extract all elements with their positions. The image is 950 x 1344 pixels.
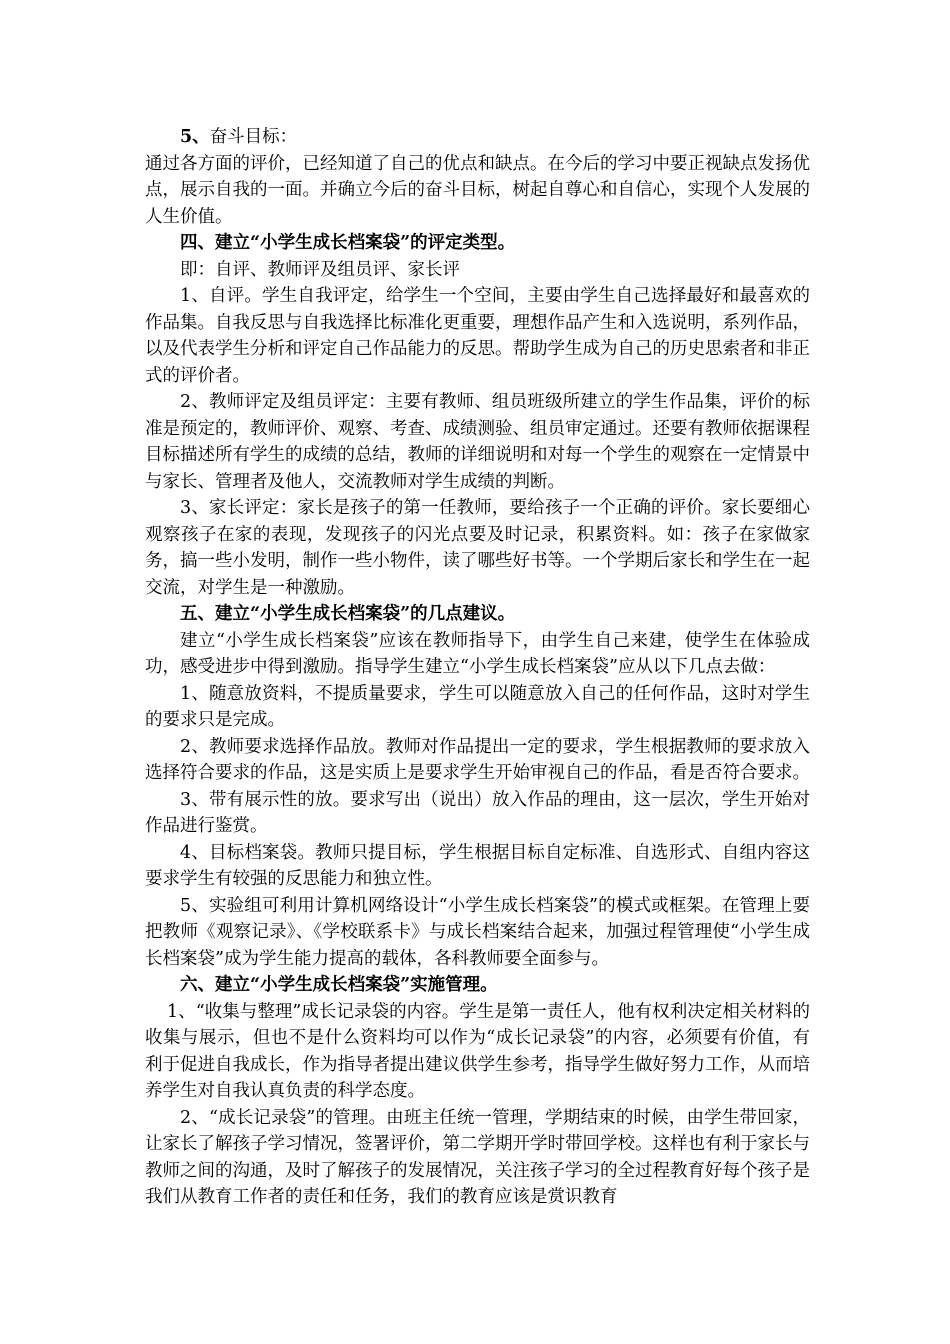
- para-4-3: 3、家长评定：家长是孩子的第一任教师，要给孩子一个正确的评价。家长要细心观察孩子在家的表现，发现孩子的闪光点要及时记录，积累资料。如：孩子在家做家务，搞一些小发明，制作一些小物件，读了哪些好书等。一个学期后家长和学生在一起交流，对学生是一种激励。: [145, 498, 810, 598]
- section-5-body: 通过各方面的评价，已经知道了自己的优点和缺点。在今后的学习中要正视缺点发扬优点，展示自我的一面。并确立今后的奋斗目标，树起自尊心和自信心，实现个人发展的人生价值。: [145, 153, 810, 227]
- para-5-5: 5、实验组可利用计算机网络设计“小学生成长档案袋”的模式或框架。在管理上要把教师《观察记录》、《学校联系卡》与成长档案结合起来，加强过程管理使“小学生成长档案袋”成为学生能力提高的载体，各科教师要全面参与。: [145, 895, 810, 969]
- document-page: [145, 124, 810, 1211]
- para-4-2: 2、教师评定及组员评定：主要有教师、组员班级所建立的学生作品集，评价的标准是预定的，教师评价、观察、考查、成绩测验、组员审定通过。还要有教师依据课程目标描述所有学生的成绩的总结，教师的详细说明和对每一个学生的观察在一定情景中与家长、管理者及他人，交流教师对学生成绩的判断。: [145, 392, 810, 492]
- para-5-3: 3、带有展示性的放。要求写出（说出）放入作品的理由，这一层次，学生开始对作品进行鉴赏。: [145, 789, 810, 836]
- para-5-4: 4、目标档案袋。教师只提目标，学生根据目标自定标准、自选形式、自组内容这要求学生有较强的反思能力和独立性。: [145, 842, 810, 889]
- section-5-title: 奋斗目标：: [209, 127, 298, 147]
- heading-4: 四、建立“小学生成长档案袋”的评定类型。: [180, 233, 516, 253]
- para-4-1: 1、自评。学生自我评定，给学生一个空间，主要由学生自己选择最好和最喜欢的作品集。自我反思与自我选择比标准化更重要，理想作品产生和入选说明，系列作品，以及代表学生分析和评定自己作品能力的反思。帮助学生成为自己的历史思索者和非正式的评价者。: [145, 286, 810, 386]
- para-4-0: 即：自评、教师评及组员评、家长评: [180, 259, 460, 280]
- section-5-heading: [145, 124, 810, 151]
- heading-6: 六、建立“小学生成长档案袋”实施管理。: [180, 975, 498, 995]
- section-5-number: 5、: [180, 127, 210, 147]
- para-5-2: 2、教师要求选择作品放。教师对作品提出一定的要求，学生根据教师的要求放入选择符合要求的作品，这是实质上是要求学生开始审视自己的作品，看是否符合要求。: [145, 736, 810, 783]
- para-6-1: 1、“收集与整理”成长记录袋的内容。学生是第一责任人，他有权利决定相关材料的收集与展示，但也不是什么资料均可以作为“成长记录袋”的内容，必须要有价值，有利于促进自我成长，作为指导者提出建议供学生参考，指导学生做好努力工作，从而培养学生对自我认真负责的科学态度。: [145, 1001, 810, 1101]
- para-6-2: 2、“成长记录袋”的管理。由班主任统一管理，学期结束的时候，由学生带回家，让家长了解孩子学习情况，签署评价，第二学期开学时带回学校。这样也有利于家长与教师之间的沟通，及时了解孩子的发展情况，关注孩子学习的全过程教育好每个孩子是我们从教育工作者的责任和任务，我们的教育应该是赏识教育: [145, 1107, 810, 1207]
- para-5-0: 建立“小学生成长档案袋”应该在教师指导下，由学生自己来建，使学生在体验成功，感受进步中得到激励。指导学生建立“小学生成长档案袋”应从以下几点去做：: [145, 630, 810, 677]
- heading-5: 五、建立“小学生成长档案袋”的几点建议。: [180, 604, 516, 624]
- para-5-1: 1、随意放资料，不提质量要求，学生可以随意放入自己的任何作品，这时对学生的要求只是完成。: [145, 683, 810, 730]
